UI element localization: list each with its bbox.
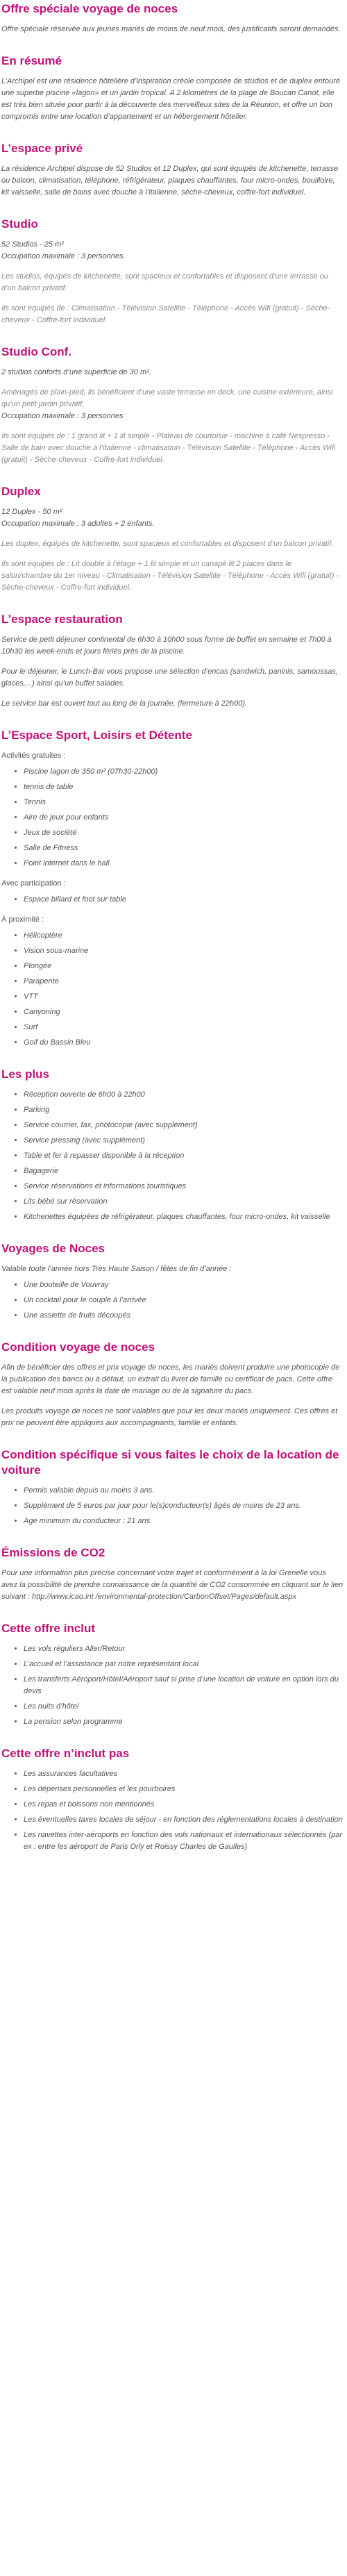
section-espace-prive (1, 141, 344, 199)
section-text: La résidence Archipel dispose de 52 Studios et 12 Duplex, qui sont équipés de kitchenette, terrasse ou balcon, climatisation, téléphone, réfrigérateur, plaques chauffantes, four micro-ondes, bouilloire, kit vaisselle, salle de bains avec douche à l’italienne, sèche-cheveux, coffre-fort individuel. (1, 165, 339, 197)
section-title: L’espace privé (1, 142, 83, 155)
room-occupancy: Occupation maximale : 3 personnes (1, 412, 124, 420)
list-item: • Hélicoptère (24, 930, 344, 942)
list-item: • Salle de Fitness (24, 842, 344, 854)
room-equipment: Ils sont équipés de : 1 grand lit + 1 lit simple - Plateau de courtoisie - machine à café Nespresso - Salle de bain avec douche à l’italienne - climatisation - Télévision Satellite - Téléphone - Accès Wifi (gratuit) - Sèche-cheveux - Coffre-fort individuel. (1, 432, 336, 464)
section-title: L’Espace Sport, Loisirs et Détente (1, 729, 192, 742)
room-description: Aménagés de plain-pied, ils bénéficient d’une vaste terrasse en deck, une cuisine extérieure, ainsi qu’un petit jardin privatif. (1, 388, 333, 408)
section-title: En résumé (1, 54, 62, 67)
list-item: • Les repas et boissons non mentionnés (24, 1799, 344, 1811)
section-duplex (1, 484, 344, 594)
list-label: Avec participation : (1, 879, 66, 888)
list-item: • Jeux de société (24, 827, 344, 839)
not-included-list (1, 1768, 344, 1853)
list-item: • Une assiette de fruits découpés (24, 1310, 344, 1322)
list-item: • Golf du Bassin Bleu (24, 1037, 344, 1049)
list-item: • Une bouteille de Vouvray (24, 1279, 344, 1291)
room-occupancy: Occupation maximale : 3 adultes + 2 enfants. (1, 520, 155, 528)
list-item: • Espace billard et foot sur table (24, 894, 344, 906)
list-item: • Age minimum du conducteur : 21 ans (24, 1515, 344, 1527)
list-item: • Table et fer à repasser disponible à la réception (24, 1150, 344, 1162)
list-item: • Les nuits d’hôtel (24, 1701, 344, 1713)
section-text: Pour le déjeuner, le Lunch-Bar vous propose une sélection d’encas (sandwich, paninis, samoussas, glaces,...) ainsi qu’un buffet salades. (1, 667, 338, 688)
section-text: Pour une information plus précise concernant votre trajet et conformément à la loi Grenelle vous avez la possibilité de prendre connaissance de la quantité de CO2 consommée en cliquant sur le lien suivant : http://www.icao.int /environmental-protection/CarbonOffset/Pages/default.aspx (1, 1569, 344, 1601)
room-size: 12 Duplex - 50 m² (1, 508, 62, 516)
room-size: 52 Studios - 25 m² (1, 240, 64, 249)
list-item: • Service courrier, fax, photocopie (avec supplément) (24, 1120, 344, 1131)
room-occupancy: Occupation maximale : 3 personnes. (1, 252, 126, 260)
section-text: Offre spéciale réservée aux jeunes mariés de moins de neuf mois, des justificatifs seront demandés. (1, 25, 341, 33)
list-item: • tennis de table (24, 781, 344, 793)
list-item: • Permis valable depuis au moins 3 ans. (24, 1485, 344, 1497)
section-restauration (1, 612, 344, 710)
room-equipment: Ils sont équipés de : Climatisation - Télévision Satellite - Téléphone - Accès Wifi (gratuit) - Sèche-cheveux - Coffre-fort individuel. (1, 304, 330, 324)
list-label: Activités gratuites : (1, 751, 66, 760)
list-item: • Les navettes inter-aéroports en fonction des vols nationaux et internationaux sélectionnés (par ex : entre les aéroport de Paris Orly et Roissy Charles de Gaulles) (24, 1829, 344, 1853)
section-studio (1, 217, 344, 326)
list-item: • Lits bébé sur réservation (24, 1196, 344, 1208)
room-description: Les studios, équipés de kitchenette, sont spacieux et confortables et disposent d’une terrasse ou d’un balcon privatif. (1, 272, 328, 292)
section-title: Voyages de Noces (1, 1242, 105, 1255)
list-item: • L’accueil et l’assistance par notre représentant local (24, 1659, 344, 1670)
list-item: • Les vols réguliers Aller/Retour (24, 1643, 344, 1655)
section-offre-inclut (1, 1621, 344, 1728)
section-text: Les produits voyage de noces ne sont valables que pour les deux mariés uniquement. Ces offres et prix ne peuvent être appliqués aux accompagnants, famille et enfants. (1, 1407, 338, 1427)
activities-free-list (1, 766, 344, 870)
honeymoon-gifts-list (1, 1279, 344, 1322)
section-text: Service de petit déjeuner continental de 6h30 à 10h00 sous forme de buffet en semaine et 7h00 à 10h30 les week-ends et jours fériés près de la piscine. (1, 635, 332, 656)
activities-nearby-list (1, 930, 344, 1049)
section-title: Studio Conf. (1, 345, 72, 358)
section-title: Les plus (1, 1067, 49, 1081)
room-size: 2 studios conforts d’une superficie de 30 m². (1, 368, 151, 376)
section-voyages-noces (1, 1241, 344, 1322)
list-item: • Les dépenses personnelles et les pourboires (24, 1784, 344, 1795)
room-equipment: Ils sont équipés de : Lit double à l’étage + 1 lit simple et un canapé lit 2 places dans le salon/chambre du 1er niveau - Climatisation - Télévision Satellite - Téléphone - Accès Wifi (gratuit) - Sèche-cheveux - Coffre-fort individuel. (1, 560, 339, 592)
list-item: • Parking (24, 1104, 344, 1116)
section-offre-voyage (1, 1, 344, 35)
section-text: Afin de bénéficier des offres et prix voyage de noces, les mariés doivent produire une photocopie de la publication des bancs ou à défaut, un extrait du livret de famille ou certificat de pacs. Cette offre est valable neuf mois après la date de mariage ou de la signature du pacs. (1, 1363, 340, 1395)
list-item: • Tennis (24, 797, 344, 808)
section-text: Le service bar est ouvert tout au long de la journée, (fermeture à 22h00). (1, 699, 248, 708)
section-resume (1, 53, 344, 123)
list-item: • Les assurances facultatives (24, 1768, 344, 1780)
car-rental-conditions-list (1, 1485, 344, 1527)
section-title: Condition spécifique si vous faites le choix de la location de voiture (1, 1448, 339, 1477)
section-title: Cette offre n’inclut pas (1, 1747, 130, 1760)
activities-paid-list (1, 894, 344, 906)
section-les-plus (1, 1067, 344, 1223)
list-label: À proximité : (1, 915, 44, 924)
room-description: Les duplex, équipés de kitchenette, sont spacieux et confortables et disposent d’un balcon privatif. (1, 540, 334, 548)
section-title: Émissions de CO2 (1, 1546, 105, 1559)
list-item: • Service pressing (avec supplément) (24, 1135, 344, 1147)
list-item: • Supplément de 5 euros par jour pour le(s)conducteur(s) âgés de moins de 23 ans. (24, 1500, 344, 1512)
list-item: • Surf (24, 1022, 344, 1033)
section-condition-noces (1, 1340, 344, 1429)
list-item: • Aire de jeux pour enfants (24, 812, 344, 824)
section-co2 (1, 1545, 344, 1603)
section-sport-loisirs (1, 728, 344, 1049)
list-item: • Piscine lagon de 350 m² (07h30-22h00) (24, 766, 344, 778)
list-item: • Les éventuelles taxes locales de séjour - en fonction des réglementations locales à destination (24, 1814, 344, 1826)
list-item: • Les transferts Aéroport/Hôtel/Aéroport sauf si prise d’une location de voiture en option lors du devis (24, 1674, 344, 1697)
section-studio-conf (1, 344, 344, 466)
list-label: Valable toute l’année hors Très Haute Saison / fêtes de fin d’année : (1, 1265, 232, 1273)
list-item: • VTT (24, 991, 344, 1003)
list-item: • Bagagerie (24, 1165, 344, 1177)
list-item: • Point internet dans le hall (24, 858, 344, 870)
list-item: • La pension selon programme (24, 1716, 344, 1728)
section-title: Offre spéciale voyage de noces (1, 2, 178, 15)
section-title: Cette offre inclut (1, 1622, 96, 1635)
section-offre-ninclut (1, 1746, 344, 1853)
list-item: • Plongée (24, 961, 344, 972)
list-item: • Service réservations et informations touristiques (24, 1181, 344, 1193)
list-item: • Kitchenettes équipées de réfrigérateur, plaques chauffantes, four micro-ondes, kit vaisselle (24, 1211, 344, 1223)
included-list (1, 1643, 344, 1728)
list-item: • Réception ouverte de 6h00 à 22h00 (24, 1089, 344, 1101)
section-condition-location (1, 1447, 344, 1527)
list-item: • Un cocktail pour le couple à l’arrivée (24, 1295, 344, 1306)
section-title: Studio (1, 217, 38, 231)
section-title: Duplex (1, 485, 41, 498)
list-item: • Parapente (24, 976, 344, 988)
section-text: L’Archipel est une résidence hôtelière d’inspiration créole composée de studios et de duplex entouré une superbe piscine «lagon» et un jardin tropical. A 2 kilomètres de la plage de Boucan Canot, elle est très bien située pour partir à la découverte des merveilleux sites de la Réunion, et offre un bon compromis entre une location d’appartement et un hébergement hôtelier. (1, 77, 340, 121)
section-title: Condition voyage de noces (1, 1340, 155, 1354)
features-list (1, 1089, 344, 1223)
list-item: • Vision sous-marine (24, 945, 344, 957)
list-item: • Canyoning (24, 1006, 344, 1018)
section-title: L’espace restauration (1, 613, 123, 626)
